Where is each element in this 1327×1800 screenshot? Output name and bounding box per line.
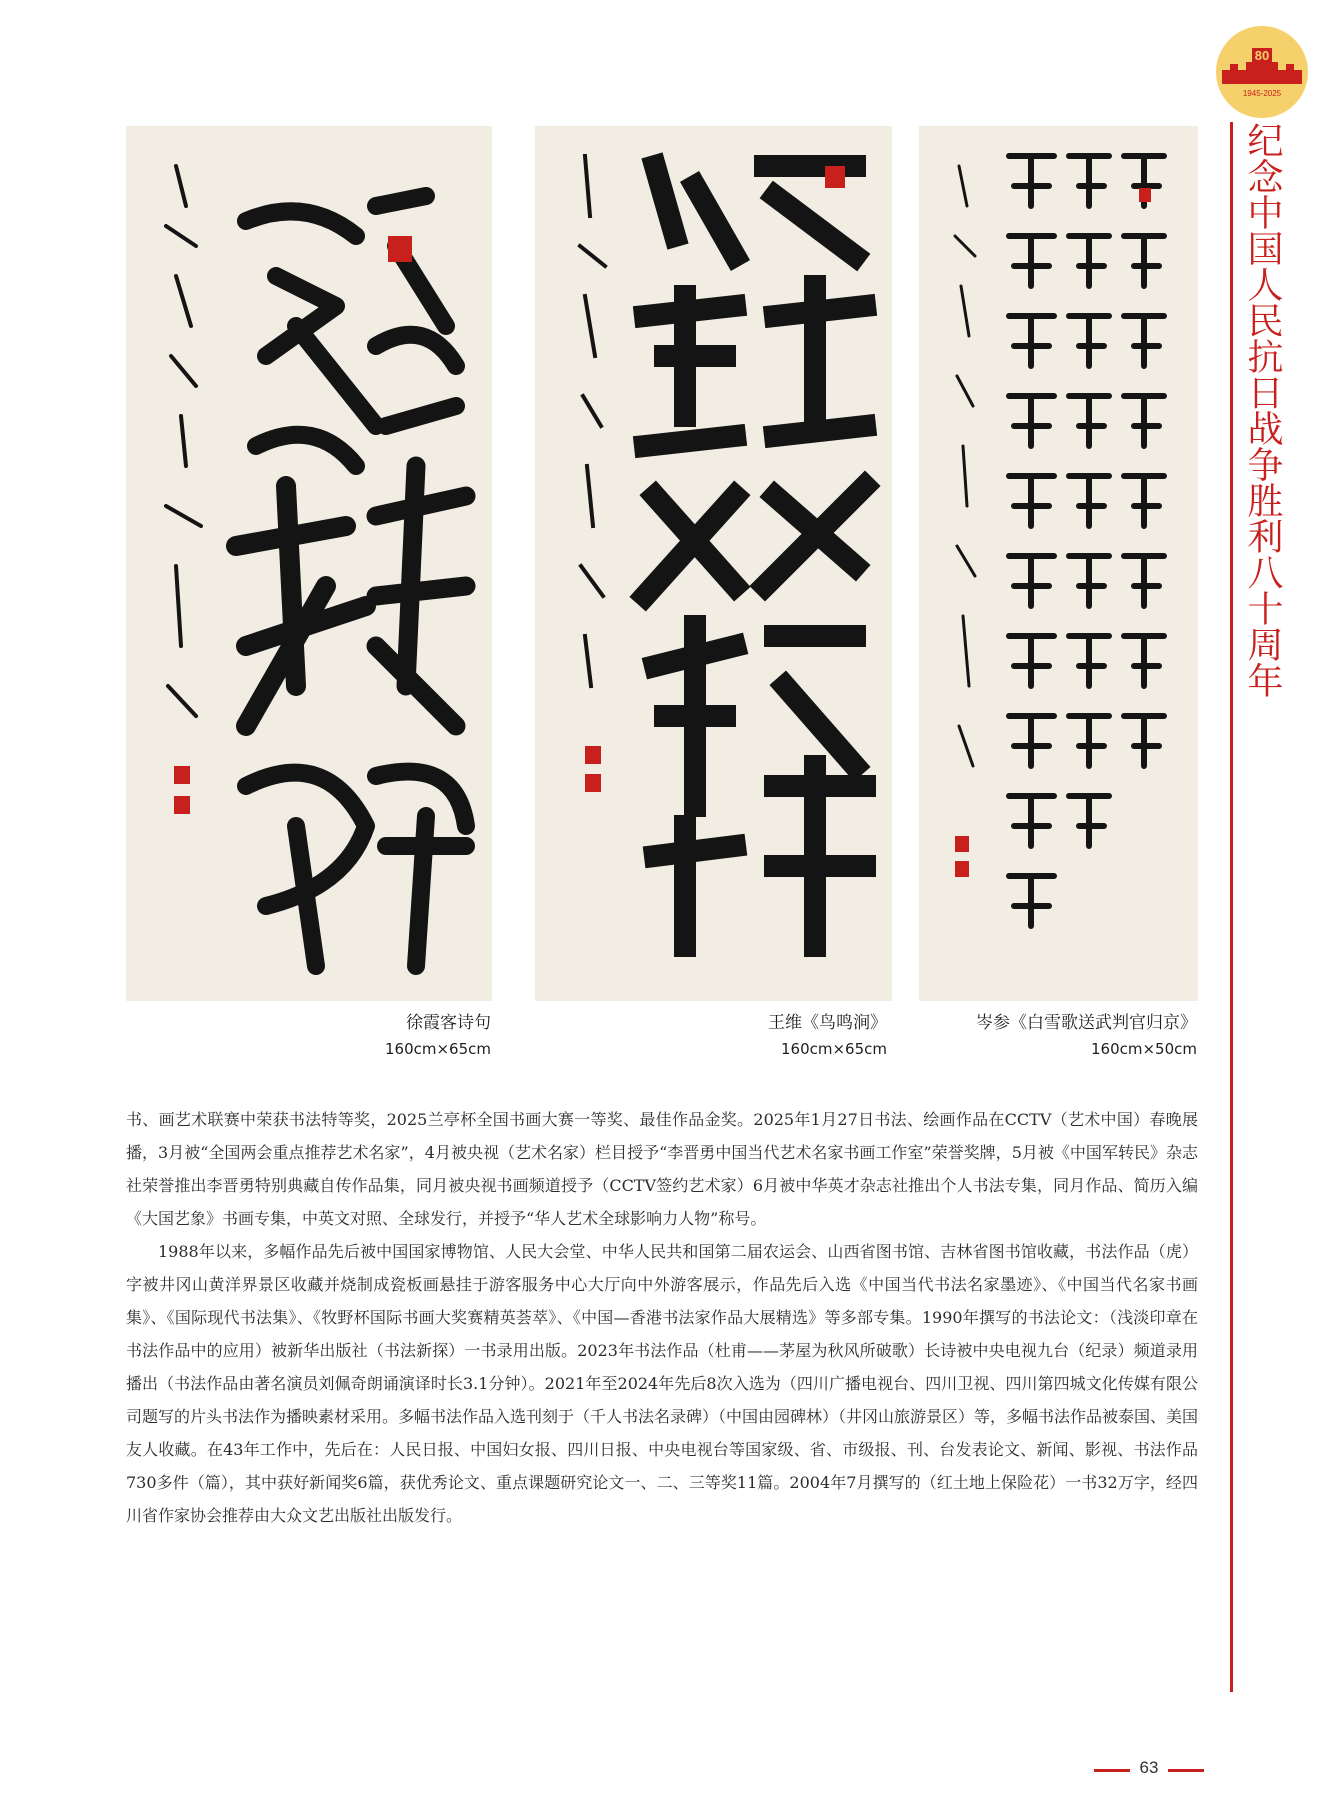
caption-title: 王维《鸟鸣涧》 <box>768 1013 887 1033</box>
artwork-caption-1 <box>385 1010 491 1062</box>
red-seal-5 <box>585 746 601 764</box>
article-body <box>126 1103 1198 1532</box>
vertical-title: 纪念中国人民抗日战争胜利八十周年 <box>1242 122 1283 698</box>
page-number-rule-left <box>1094 1769 1130 1772</box>
red-seal-1 <box>388 236 412 262</box>
brush-strokes-1 <box>126 126 492 1001</box>
page-number-rule-right <box>1168 1769 1204 1772</box>
artwork-caption-2 <box>768 1010 887 1062</box>
body-paragraph-2: 1988年以来，多幅作品先后被中国国家博物馆、人民大会堂、中华人民共和国第二届农运会、山西省图书馆、吉林省图书馆收藏，书法作品（虎）字被井冈山黄洋界景区收藏并烧制成瓷板画悬挂于游客服务中心大厅向中外游客展示，作品先后入选《中国当代书法名家墨迹》、《中国当代名家书画集》、《国际现代书法集》、《牧野杯国际书画大奖赛精英荟萃》、《中国—香港书法家作品大展精选》等多部专集。1990年撰写的书法论文：（浅淡印章在书法作品中的应用）被新华出版社（书法新探）一书录用出版。2023年书法作品（杜甫——茅屋为秋风所破歌）长诗被中央电视九台（纪录）频道录用播出（书法作品由著名演员刘佩奇朗诵演译时长3.1分钟）。2021年至2024年先后8次入选为（四川广播电视台、四川卫视、四川第四城文化传媒有限公司题写的片头书法作为播映素材采用。多幅书法作品入选刊刻于（千人书法名录碑）（中国由园碑林）（井冈山旅游景区）等，多幅书法作品被泰国、美国友人收藏。在43年工作中，先后在：人民日报、中国妇女报、四川日报、中央电视台等国家级、省、市级报、刊、台发表论文、新闻、影视、书法作品730多件（篇），其中获好新闻奖6篇，获优秀论文、重点课题研究论文一、二、三等奖11篇。2004年7月撰写的（红土地上保险花）一书32万字，经四川省作家协会推荐由大众文艺出版社出版发行。 <box>126 1242 1199 1525</box>
calligraphy-artwork-2 <box>535 126 892 1001</box>
brush-strokes-2 <box>535 126 892 1001</box>
body-paragraph-1: 书、画艺术联赛中荣获书法特等奖，2025兰亭杯全国书画大赛一等奖、最佳作品金奖。2025年1月27日书法、绘画作品在CCTV（艺术中国）春晚展播，3月被“全国两会重点推荐艺术名家”，4月被央视（艺术名家）栏目授予“李晋勇中国当代艺术名家书画工作室”荣誉奖牌，5月被《中国军转民》杂志社荣誉推出李晋勇特别典藏自传作品集，同月被央视书画频道授予（CCTV签约艺术家）6月被中华英才杂志社推出个人书法专集，同月作品、简历入编《大国艺象》书画专集，中英文对照、全球发行，并授予“华人艺术全球影响力人物”称号。 <box>126 1110 1198 1228</box>
caption-size: 160cm×50cm <box>1090 1040 1197 1058</box>
calligraphy-artwork-3 <box>919 126 1198 1001</box>
red-seal-9 <box>955 861 969 877</box>
anniversary-emblem <box>1212 22 1312 122</box>
red-seal-4 <box>825 166 845 188</box>
artwork-caption-3 <box>976 1010 1197 1062</box>
brush-strokes-3 <box>919 126 1198 1001</box>
red-seal-3 <box>174 796 190 814</box>
page-number <box>1094 1758 1204 1782</box>
great-wall-icon <box>1222 62 1302 84</box>
caption-size: 160cm×65cm <box>780 1040 887 1058</box>
page-number-text: 63 <box>1139 1758 1159 1777</box>
red-seal-6 <box>585 774 601 792</box>
caption-size: 160cm×65cm <box>384 1040 491 1058</box>
calligraphy-artwork-1 <box>126 126 492 1001</box>
red-seal-7 <box>1139 188 1151 202</box>
title-rule <box>1230 122 1233 1692</box>
caption-title: 岑参《白雪歌送武判官归京》 <box>976 1013 1197 1033</box>
emblem-years: 1945-2025 <box>1242 89 1282 98</box>
red-seal-8 <box>955 836 969 852</box>
emblem-number: 80 <box>1254 48 1270 63</box>
caption-title: 徐霞客诗句 <box>406 1013 491 1033</box>
red-seal-2 <box>174 766 190 784</box>
